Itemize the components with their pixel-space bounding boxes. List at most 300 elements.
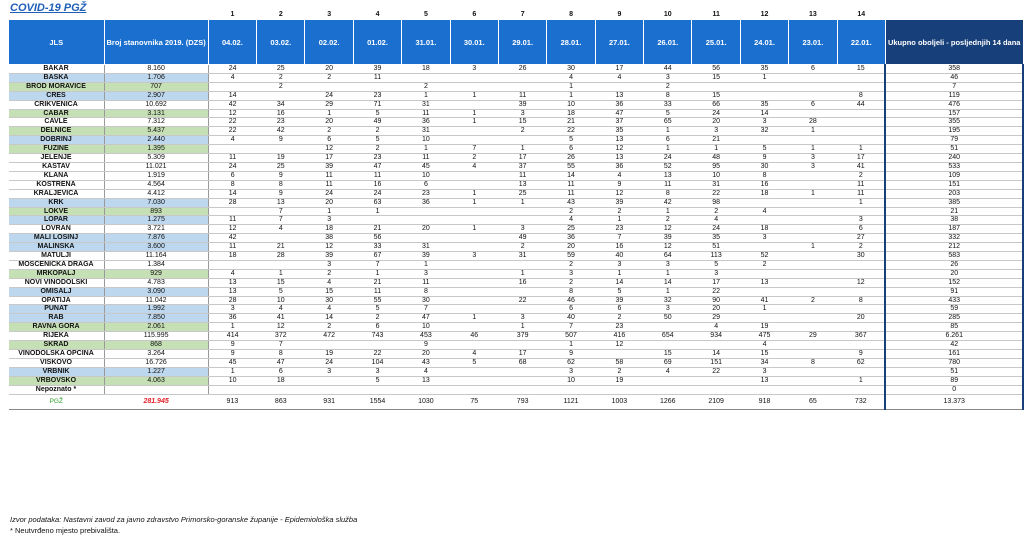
case-count-cell: 6 — [789, 100, 837, 109]
case-count-cell: 13 — [208, 287, 256, 296]
case-count-cell: 13 — [595, 91, 643, 100]
table-row — [9, 127, 1024, 136]
summary-value: 75 — [450, 394, 498, 409]
case-count-cell: 1 — [644, 145, 692, 154]
population-cell: 4.564 — [104, 180, 208, 189]
case-count-cell: 11 — [498, 171, 546, 180]
table-row — [9, 367, 1024, 376]
case-count-cell: 20 — [692, 118, 740, 127]
case-count-cell: 1 — [547, 341, 595, 350]
case-count-cell: 66 — [692, 100, 740, 109]
header-population: Broj stanovnika 2019. (DZS) — [104, 20, 208, 65]
case-count-cell: 71 — [353, 100, 401, 109]
case-count-cell: 3 — [305, 367, 353, 376]
case-count-cell: 50 — [644, 314, 692, 323]
case-count-cell: 1 — [740, 305, 788, 314]
case-count-cell — [450, 207, 498, 216]
total-cell: 187 — [885, 225, 1023, 234]
case-count-cell: 1 — [789, 243, 837, 252]
case-count-cell: 36 — [547, 234, 595, 243]
case-count-cell: 23 — [257, 118, 305, 127]
case-count-cell: 1 — [789, 189, 837, 198]
total-cell: 46 — [885, 73, 1023, 82]
case-count-cell — [305, 385, 353, 394]
case-count-cell: 1 — [450, 189, 498, 198]
case-count-cell: 30 — [305, 296, 353, 305]
summary-label: PGŽ — [9, 394, 105, 409]
case-count-cell: 22 — [692, 287, 740, 296]
case-count-cell: 24 — [305, 91, 353, 100]
municipality-name: DOBRINJ — [9, 136, 105, 145]
case-count-cell: 3 — [353, 367, 401, 376]
header-date: 03.02. — [257, 20, 305, 65]
case-count-cell — [789, 216, 837, 225]
case-count-cell: 39 — [305, 252, 353, 261]
table-row — [9, 278, 1024, 287]
case-count-cell: 3 — [692, 269, 740, 278]
case-count-cell: 36 — [595, 100, 643, 109]
summary-value: 1266 — [644, 394, 692, 409]
case-count-cell — [305, 376, 353, 385]
case-count-cell: 8 — [402, 287, 450, 296]
case-count-cell: 6 — [353, 323, 401, 332]
case-count-cell — [450, 234, 498, 243]
case-count-cell: 15 — [498, 118, 546, 127]
case-count-cell: 11 — [402, 154, 450, 163]
case-count-cell — [498, 82, 546, 91]
case-count-cell: 63 — [353, 198, 401, 207]
table-row — [9, 225, 1024, 234]
column-number: 12 — [760, 10, 769, 18]
column-number: 10 — [663, 10, 672, 18]
case-count-cell: 36 — [595, 162, 643, 171]
case-count-cell: 8 — [208, 180, 256, 189]
case-count-cell: 6 — [402, 180, 450, 189]
case-count-cell: 7 — [450, 145, 498, 154]
case-count-cell — [644, 341, 692, 350]
case-count-cell: 1 — [450, 109, 498, 118]
table-row — [9, 82, 1024, 91]
population-cell: 11.164 — [104, 252, 208, 261]
case-count-cell — [740, 287, 788, 296]
case-count-cell: 1 — [498, 323, 546, 332]
case-count-cell — [789, 73, 837, 82]
population-cell: 1.706 — [104, 73, 208, 82]
municipality-name: VIŠKOVO — [9, 358, 105, 367]
population-cell: 8.160 — [104, 65, 208, 74]
case-count-cell: 20 — [837, 314, 885, 323]
case-count-cell: 36 — [208, 314, 256, 323]
case-count-cell: 5 — [692, 260, 740, 269]
case-count-cell: 90 — [692, 296, 740, 305]
case-count-cell — [789, 109, 837, 118]
case-count-cell: 11 — [353, 171, 401, 180]
case-count-cell — [740, 243, 788, 252]
case-count-cell: 654 — [644, 332, 692, 341]
municipality-name: VRBNIK — [9, 367, 105, 376]
municipality-name: BROD MORAVICE — [9, 82, 105, 91]
case-count-cell — [740, 269, 788, 278]
total-cell: 152 — [885, 278, 1023, 287]
header-date: 26.01. — [644, 20, 692, 65]
case-count-cell: 17 — [305, 154, 353, 163]
case-count-cell: 3 — [644, 260, 692, 269]
covid-table — [8, 10, 1024, 410]
table-row — [9, 358, 1024, 367]
municipality-name: MALI LOŠINJ — [9, 234, 105, 243]
case-count-cell: 4 — [257, 225, 305, 234]
header-date: 23.01. — [789, 20, 837, 65]
case-count-cell: 7 — [257, 341, 305, 350]
case-count-cell: 5 — [257, 287, 305, 296]
table-row — [9, 243, 1024, 252]
case-count-cell: 15 — [644, 350, 692, 359]
case-count-cell — [450, 171, 498, 180]
table-row — [9, 207, 1024, 216]
case-count-cell: 62 — [547, 358, 595, 367]
table-row — [9, 189, 1024, 198]
case-count-cell: 12 — [208, 225, 256, 234]
total-cell: 26 — [885, 260, 1023, 269]
case-count-cell: 42 — [208, 100, 256, 109]
case-count-cell — [789, 269, 837, 278]
municipality-name: ČABAR — [9, 109, 105, 118]
municipality-name: DELNICE — [9, 127, 105, 136]
case-count-cell: 9 — [208, 341, 256, 350]
case-count-cell: 7 — [257, 216, 305, 225]
case-count-cell — [789, 136, 837, 145]
case-count-cell: 14 — [644, 278, 692, 287]
case-count-cell: 1 — [450, 198, 498, 207]
case-count-cell: 151 — [692, 358, 740, 367]
case-count-cell: 11 — [208, 243, 256, 252]
header-date: 31.01. — [402, 20, 450, 65]
total-cell: 285 — [885, 314, 1023, 323]
case-count-cell: 8 — [547, 287, 595, 296]
case-count-cell: 18 — [740, 225, 788, 234]
case-count-cell — [450, 287, 498, 296]
summary-value: 65 — [789, 394, 837, 409]
header-row — [9, 20, 1024, 65]
population-cell: 11.042 — [104, 296, 208, 305]
case-count-cell — [450, 278, 498, 287]
case-count-cell: 59 — [547, 252, 595, 261]
municipality-name: KRALJEVICA — [9, 189, 105, 198]
case-count-cell: 44 — [837, 100, 885, 109]
case-count-cell: 6 — [789, 65, 837, 74]
case-count-cell — [257, 91, 305, 100]
case-count-cell: 39 — [498, 100, 546, 109]
municipality-name: NOVI VINODOLSKI — [9, 278, 105, 287]
table-row — [9, 252, 1024, 261]
case-count-cell: 28 — [257, 252, 305, 261]
table-row — [9, 109, 1024, 118]
case-count-cell — [498, 367, 546, 376]
case-count-cell: 15 — [692, 91, 740, 100]
case-count-cell — [353, 82, 401, 91]
case-count-cell — [208, 385, 256, 394]
case-count-cell — [789, 287, 837, 296]
case-count-cell: 19 — [740, 323, 788, 332]
case-count-cell: 1 — [498, 269, 546, 278]
municipality-name: KRK — [9, 198, 105, 207]
case-count-cell: 4 — [547, 216, 595, 225]
municipality-name: LOVRAN — [9, 225, 105, 234]
case-count-cell: 68 — [498, 358, 546, 367]
case-count-cell: 22 — [498, 296, 546, 305]
case-count-cell: 9 — [547, 350, 595, 359]
case-count-cell: 22 — [692, 189, 740, 198]
municipality-name: RAVNA GORA — [9, 323, 105, 332]
case-count-cell: 12 — [305, 145, 353, 154]
case-count-cell: 1 — [595, 269, 643, 278]
case-count-cell: 26 — [498, 65, 546, 74]
total-cell: 780 — [885, 358, 1023, 367]
case-count-cell: 2 — [595, 207, 643, 216]
case-count-cell: 42 — [257, 127, 305, 136]
summary-total: 13.373 — [885, 394, 1023, 409]
municipality-name: Nepoznato * — [9, 385, 105, 394]
case-count-cell: 14 — [547, 171, 595, 180]
total-cell: 38 — [885, 216, 1023, 225]
case-count-cell: 28 — [789, 118, 837, 127]
case-count-cell: 3 — [740, 234, 788, 243]
population-cell: 7.030 — [104, 198, 208, 207]
case-count-cell — [740, 216, 788, 225]
case-count-cell: 1 — [208, 323, 256, 332]
municipality-name: MOŠĆENIČKA DRAGA — [9, 260, 105, 269]
case-count-cell — [498, 136, 546, 145]
case-count-cell: 31 — [402, 100, 450, 109]
case-count-cell: 24 — [692, 225, 740, 234]
case-count-cell: 12 — [305, 243, 353, 252]
case-count-cell: 4 — [644, 367, 692, 376]
case-count-cell — [740, 198, 788, 207]
case-count-cell: 20 — [402, 225, 450, 234]
case-count-cell: 6 — [644, 136, 692, 145]
case-count-cell: 27 — [837, 234, 885, 243]
case-count-cell: 23 — [402, 189, 450, 198]
case-count-cell: 23 — [353, 154, 401, 163]
municipality-name: LOPAR — [9, 216, 105, 225]
case-count-cell: 2 — [547, 207, 595, 216]
case-count-cell: 2 — [547, 278, 595, 287]
case-count-cell: 5 — [644, 109, 692, 118]
case-count-cell: 13 — [402, 376, 450, 385]
population-cell: 7.876 — [104, 234, 208, 243]
case-count-cell: 10 — [547, 100, 595, 109]
case-count-cell: 30 — [547, 65, 595, 74]
case-count-cell: 1 — [208, 367, 256, 376]
case-count-cell: 30 — [740, 162, 788, 171]
case-count-cell: 48 — [692, 154, 740, 163]
case-count-cell: 4 — [305, 278, 353, 287]
population-cell — [104, 385, 208, 394]
table-row — [9, 332, 1024, 341]
case-count-cell — [837, 73, 885, 82]
case-count-cell: 11 — [547, 189, 595, 198]
case-count-cell — [837, 127, 885, 136]
summary-value: 1554 — [353, 394, 401, 409]
column-number: 3 — [327, 10, 332, 18]
case-count-cell: 20 — [547, 243, 595, 252]
case-count-cell — [450, 385, 498, 394]
case-count-cell: 42 — [208, 234, 256, 243]
total-cell: 109 — [885, 171, 1023, 180]
case-count-cell: 25 — [257, 162, 305, 171]
population-cell: 3.090 — [104, 287, 208, 296]
case-count-cell — [789, 234, 837, 243]
case-count-cell: 47 — [353, 162, 401, 171]
case-count-cell: 3 — [498, 314, 546, 323]
population-cell: 2.440 — [104, 136, 208, 145]
case-count-cell: 13 — [595, 154, 643, 163]
case-count-cell: 1 — [692, 145, 740, 154]
case-count-cell — [740, 82, 788, 91]
case-count-cell: 10 — [402, 136, 450, 145]
header-date: 02.02. — [305, 20, 353, 65]
case-count-cell: 29 — [692, 314, 740, 323]
table-row — [9, 234, 1024, 243]
case-count-cell: 367 — [837, 332, 885, 341]
population-cell: 7.312 — [104, 118, 208, 127]
case-count-cell: 34 — [740, 358, 788, 367]
column-number: 1 — [230, 10, 235, 18]
case-count-cell: 9 — [837, 350, 885, 359]
case-count-cell: 3 — [305, 260, 353, 269]
case-count-cell: 507 — [547, 332, 595, 341]
case-count-cell: 7 — [353, 260, 401, 269]
case-count-cell — [402, 216, 450, 225]
case-count-cell — [498, 287, 546, 296]
case-count-cell — [305, 341, 353, 350]
total-cell: 203 — [885, 189, 1023, 198]
case-count-cell — [789, 278, 837, 287]
summary-value: 1030 — [402, 394, 450, 409]
summary-value: 1121 — [547, 394, 595, 409]
case-count-cell: 104 — [353, 358, 401, 367]
case-count-cell: 24 — [305, 358, 353, 367]
case-count-cell — [402, 385, 450, 394]
case-count-cell — [644, 376, 692, 385]
case-count-cell: 8 — [789, 358, 837, 367]
case-count-cell — [789, 82, 837, 91]
total-cell: 7 — [885, 82, 1023, 91]
case-count-cell — [789, 171, 837, 180]
population-cell: 3.131 — [104, 109, 208, 118]
case-count-cell: 2 — [644, 82, 692, 91]
case-count-cell: 14 — [740, 109, 788, 118]
case-count-cell: 2 — [257, 73, 305, 82]
municipality-name: PUNAT — [9, 305, 105, 314]
case-count-cell: 42 — [644, 198, 692, 207]
case-count-cell: 113 — [692, 252, 740, 261]
population-cell: 1.919 — [104, 171, 208, 180]
total-cell: 6.261 — [885, 332, 1023, 341]
case-count-cell: 55 — [547, 162, 595, 171]
population-cell: 2.907 — [104, 91, 208, 100]
case-count-cell: 38 — [305, 234, 353, 243]
case-count-cell: 8 — [837, 296, 885, 305]
case-count-cell: 2 — [353, 145, 401, 154]
table-row — [9, 171, 1024, 180]
case-count-cell: 14 — [692, 350, 740, 359]
case-count-cell: 41 — [740, 296, 788, 305]
case-count-cell: 22 — [547, 127, 595, 136]
case-count-cell: 11 — [547, 180, 595, 189]
case-count-cell — [450, 269, 498, 278]
table-row — [9, 296, 1024, 305]
case-count-cell: 7 — [595, 234, 643, 243]
municipality-name: KOSTRENA — [9, 180, 105, 189]
total-cell: 157 — [885, 109, 1023, 118]
case-count-cell: 45 — [402, 162, 450, 171]
case-count-cell — [450, 100, 498, 109]
case-count-cell: 10 — [208, 376, 256, 385]
municipality-name: VINODOLSKA OPĆINA — [9, 350, 105, 359]
case-count-cell: 6 — [547, 305, 595, 314]
case-count-cell: 6 — [305, 136, 353, 145]
table-row — [9, 269, 1024, 278]
case-count-cell: 4 — [208, 269, 256, 278]
summary-value: 793 — [498, 394, 546, 409]
case-count-cell: 98 — [692, 198, 740, 207]
column-number: 6 — [472, 10, 477, 18]
municipality-name: KLANA — [9, 171, 105, 180]
population-cell: 1.992 — [104, 305, 208, 314]
case-count-cell: 8 — [257, 350, 305, 359]
case-count-cell — [450, 305, 498, 314]
case-count-cell: 95 — [692, 162, 740, 171]
column-number-spacer — [9, 10, 105, 20]
case-count-cell — [402, 207, 450, 216]
total-cell: 385 — [885, 198, 1023, 207]
case-count-cell — [353, 341, 401, 350]
case-count-cell: 372 — [257, 332, 305, 341]
case-count-cell — [789, 314, 837, 323]
case-count-cell: 5 — [353, 376, 401, 385]
case-count-cell: 23 — [353, 91, 401, 100]
case-count-cell — [837, 207, 885, 216]
population-cell: 707 — [104, 82, 208, 91]
case-count-cell: 3 — [789, 162, 837, 171]
municipality-name: JELENJE — [9, 154, 105, 163]
case-count-cell: 11 — [498, 91, 546, 100]
case-count-cell — [740, 314, 788, 323]
case-count-cell — [257, 385, 305, 394]
case-count-cell: 30 — [837, 252, 885, 261]
total-cell: 332 — [885, 234, 1023, 243]
case-count-cell: 6 — [595, 305, 643, 314]
column-number: 2 — [278, 10, 283, 18]
case-count-cell — [257, 234, 305, 243]
municipality-name: FUŽINE — [9, 145, 105, 154]
case-count-cell: 29 — [305, 100, 353, 109]
case-count-cell: 24 — [692, 109, 740, 118]
municipality-name: LOKVE — [9, 207, 105, 216]
case-count-cell — [692, 82, 740, 91]
case-count-cell: 16 — [740, 180, 788, 189]
case-count-cell: 4 — [692, 216, 740, 225]
table-row — [9, 341, 1024, 350]
case-count-cell: 55 — [353, 296, 401, 305]
total-cell: 79 — [885, 136, 1023, 145]
case-count-cell: 12 — [208, 109, 256, 118]
municipality-name: VRBOVSKO — [9, 376, 105, 385]
case-count-cell: 2 — [402, 82, 450, 91]
header-date: 04.02. — [208, 20, 256, 65]
case-count-cell: 65 — [644, 118, 692, 127]
